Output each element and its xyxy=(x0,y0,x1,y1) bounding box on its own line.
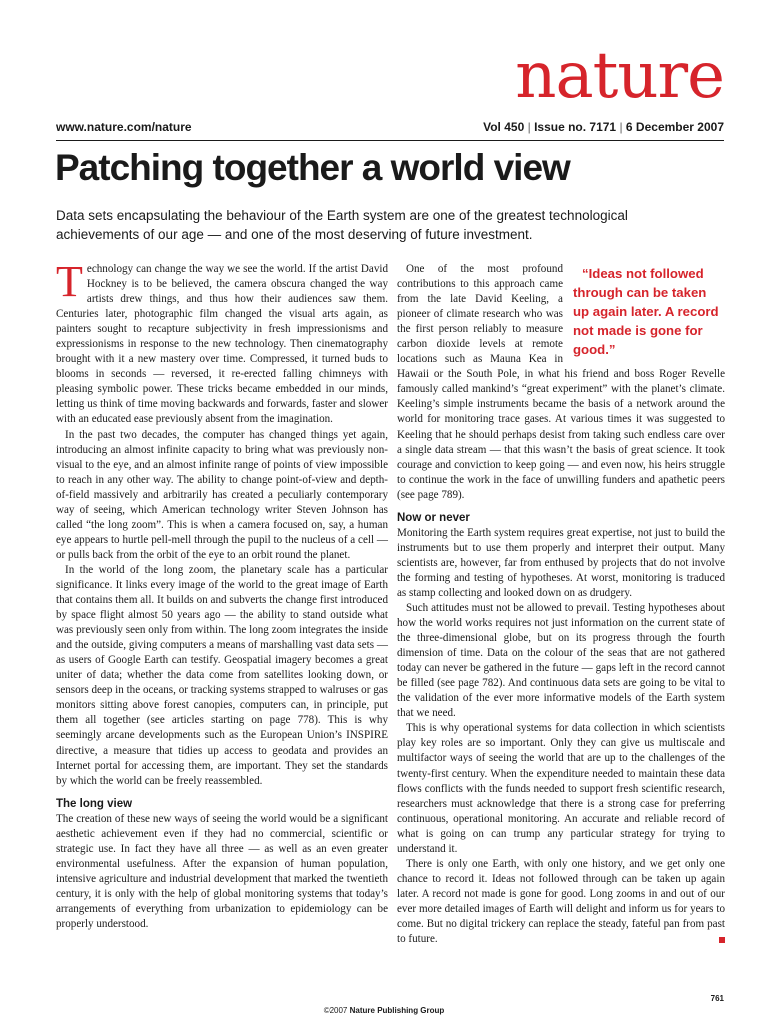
section-heading: Now or never xyxy=(397,511,470,524)
copyright-year: ©2007 xyxy=(323,1006,348,1015)
paragraph-text: There is only one Earth, with only one history, and we get only one chance to record it. Ideas not followed through can be taken up again later. A record not made is gone for good. Long zooms in and out of our ever more detailed images of Earth will delight and inform us for years to come. But no digital trickery can replace the steady, fateful pan from past to future. xyxy=(397,857,725,946)
separator: | xyxy=(619,120,623,134)
paragraph: Such attitudes must not be allowed to prevail. Testing hypotheses about how the world works requires not just information on the current state of the three-dimensional globe, but on its progress through the fourth dimension of time. Data on the colour of the seas that are not gathered today can never be gathered in the future — gaps left in the record cannot be filled (see page 782). And continuous data sets are going to be vital to the validation of the ever more informative models of the Earth system that we need. xyxy=(397,601,725,720)
issue-number: Issue no. 7171 xyxy=(534,120,617,134)
issue-info xyxy=(483,120,724,134)
paragraph xyxy=(397,262,725,503)
page-number: 761 xyxy=(710,994,724,1003)
volume: Vol 450 xyxy=(483,120,525,134)
masthead-rule xyxy=(56,140,724,141)
masthead xyxy=(56,120,724,140)
paragraph: The creation of these new ways of seeing the world would be a significant aesthetic achievement even if they had no commercial, scientific or strategic use. In fact they have all three — as well as an even greater environmental usefulness. After the expansion of human population, intensive agriculture and industrial development that marked the twentieth century, it is only with the help of global monitoring systems that today’s arrangements of everything from urbanization to epidemiology can be properly understood. xyxy=(56,812,388,930)
paragraph-text: echnology can change the way we see the world. If the artist David Hockney is to be believed, the camera obscura changed the way artists drew things, and thus how their audiences saw them. Centuries later, photographic film changed the visual arts again, as painters sought to recapture subjectivity in fresh impressionisms and expressionisms in response to the new technology. Then cinematography brought with it a new mastery over time. Compressed, it turned buds to blooms in seconds — reversed, it re-erected falling chimneys with pleasing symbolic power. These tricks became embedded in our minds, letting us think of time moving backwards and forwards, faster and slower with an educated ease previously absent from the imagination. xyxy=(56,263,388,426)
article-column-1 xyxy=(56,257,388,932)
paragraph xyxy=(397,857,725,947)
paragraph: In the past two decades, the computer has changed things yet again, introducing an almost infinite capacity to bring what was previously non-visual to the eye, and an almost infinite range of points of view impossible to reach in any other way. The ability to change point-of-view and depth-of-field massively and arbitrarily has created a peculiarly contemporary way of seeing, which American technology writer Steven Johnson has called “the long zoom”. This is when a camera focused on, say, a human eye appears to hurtle pell-mell through the pupil to the nucleus of a cell — or pulls back from the orbit of the eye to an orbit round the planet. xyxy=(56,428,388,561)
pull-quote: “Ideas not followed through can be taken up again later. A record not made is gone for good.” xyxy=(573,266,719,357)
issue-date: 6 December 2007 xyxy=(625,120,724,134)
end-mark-icon xyxy=(719,937,725,943)
article-column-2 xyxy=(397,262,725,947)
paragraph-text: One of the most profound contributions to this approach came from the late David Keeling, a pioneer of climate research who was the first person reliably to measure carbon dioxide levels at remote locations such as Mauna Kea in Hawaii or the South Pole, in what his friend and boss Roger Revelle famously called mankind’s “great experiment” with the planet’s climate. Keeling’s simple instruments became the basis of a network around the world for monitoring trace gases. At various times it was suggested to Keeling that he should perhaps desist from taking such endless care over a single data stream — that this wasn’t the basis of great science. It took courage and conviction to keep going — and even now, his heirs struggle to continue the work in the face of unwilling funders and apathetic peers (see page 789). xyxy=(397,263,725,501)
journal-url[interactable]: www.nature.com/nature xyxy=(56,120,192,134)
headline: Patching together a world view xyxy=(55,147,570,188)
footer xyxy=(0,1006,768,1015)
drop-cap: T xyxy=(56,257,83,306)
publisher: Nature Publishing Group xyxy=(349,1006,445,1015)
nature-logo: nature xyxy=(515,39,724,113)
paragraph: In the world of the long zoom, the planetary scale has a particular significance. It links every image of the world to the great image of Earth that contains them all. It builds on and subverts the change first introduced by space flight almost 50 years ago — the ability to stand outside what was previously seen only from within. The long zoom integrates the inside and the outside, giving computers a means of marshalling vast data sets — as users of Google Earth can testify. Geospatial imagery becomes a great uniter of data; whether the data come from satellites looking down, or sensors deep in the oceans, or tracking systems strapped to walruses or gas monitors sitting above forest canopies, computers can, in principle, put them all together (see articles starting on page 778). This is why seemingly arcane developments such as the European Union’s INSPIRE directive, a measure that tidies up access to geodata and provides an Internet portal for accessing them, are important. They set the standards by which the world can be freely reassembled. xyxy=(56,563,388,787)
section-heading: The long view xyxy=(56,797,133,810)
paragraph: Monitoring the Earth system requires great expertise, not just to build the instruments but to use them properly and interpret their output. Many scientists are, however, far from enthused by projects that do not involve the forming and testing of hypotheses. At worst, monitoring is traduced as stamp collecting and looked down on as drudgery. xyxy=(397,526,725,599)
paragraph xyxy=(56,257,388,428)
paragraph: This is why operational systems for data collection in which scientists play key roles are so important. Only they can give us multiscale and multifactor ways of seeing the world that are up to the challenges of the twenty-first century. When the expenditure needed to maintain these data flows conflicts with the funds needed to support fresh scientific research, researchers must acknowledge that there is a strong case for preferring continuous, operational monitoring. An accurate and reliable record of what is going on can trump any particular strategy for trying to understand it. xyxy=(397,722,725,855)
separator: | xyxy=(527,120,531,134)
standfirst: Data sets encapsulating the behaviour of the Earth system are one of the greatest technological achievements of our age — and one of the most deserving of future investment. xyxy=(56,208,628,242)
